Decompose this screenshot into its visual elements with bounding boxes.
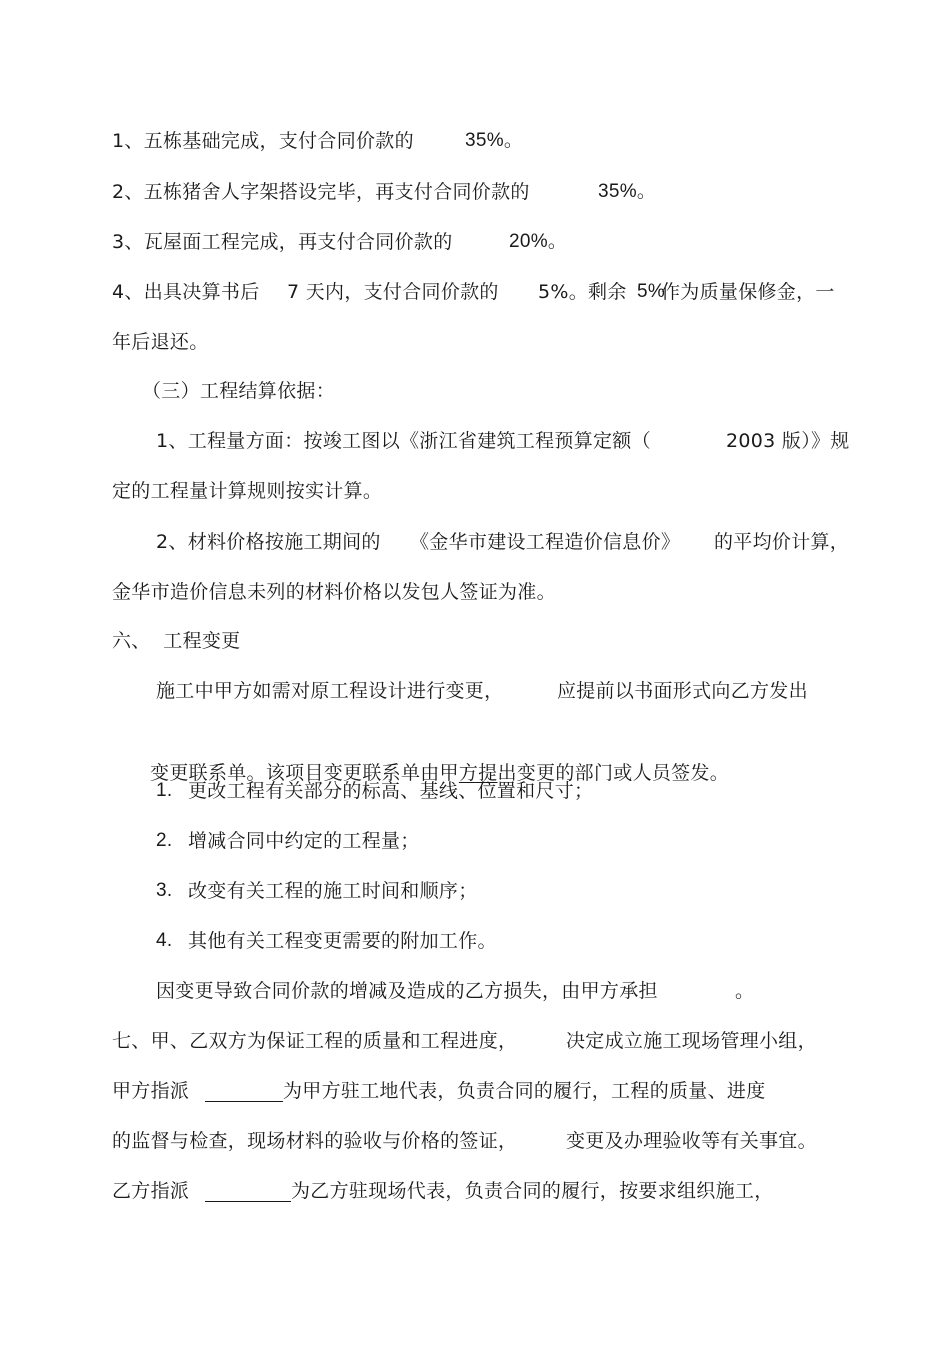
paragraph-text: 变更联系单。该项目变更联系单由甲: [150, 762, 459, 784]
payment-item-percent: 35%。: [598, 181, 657, 202]
item-number: 2.: [156, 830, 173, 851]
paragraph-text: 为乙方驻现场代表，负责合同的履行，按要求组织施工，: [291, 1180, 774, 1202]
paragraph-text: 应提前以书面形式向乙方发出: [557, 680, 808, 702]
item-text: 改变有关工程的施工时间和顺序；: [188, 880, 478, 902]
basis-text: 2、材料价格按施工期间的: [156, 531, 381, 553]
section-3-title: [0, 375, 950, 407]
payment-item-percent: 20%。: [509, 231, 568, 252]
paragraph-end: 。: [735, 980, 755, 1002]
item-number: 3.: [156, 880, 173, 901]
payment-item-text: 2、五栋猪舍人字架搭设完毕，再支付合同价款的: [112, 181, 530, 203]
change-paragraph-cont: [0, 725, 950, 784]
section-6-title: [0, 625, 950, 657]
payment-item-text: 年后退还。: [112, 331, 209, 353]
loss-statement: [0, 975, 950, 1007]
payment-item-text: 1、五栋基础完成，支付合同价款的: [112, 130, 414, 152]
item-number: 1.: [156, 780, 173, 801]
payment-item-text: 作为质量保修金，一: [661, 281, 835, 303]
basis-text: 金华市造价信息未列的材料价格以发包人签证为准。: [112, 581, 556, 603]
item-number: 4.: [156, 930, 173, 951]
paragraph-text: 决定成立施工现场管理小组，: [566, 1030, 817, 1052]
paragraph-text: 的监督与检查，现场材料的验收与价格的签证，: [112, 1130, 518, 1152]
change-item-1: [0, 775, 950, 807]
section-heading: 六、 工程变更: [112, 630, 241, 652]
change-paragraph: [0, 675, 950, 707]
basis-text: 2003 版）》规: [726, 430, 850, 452]
basis-text: 定的工程量计算规则按实计算。: [112, 480, 383, 502]
section-heading: （三）工程结算依据：: [142, 380, 336, 402]
item-text: 增减合同中约定的工程量；: [188, 830, 420, 852]
underlined-text: 方提: [458, 762, 498, 784]
book-title: 《金华市建设工程造价信息价》: [410, 531, 681, 553]
payment-item-text: 3、瓦屋面工程完成，再支付合同价款的: [112, 231, 453, 253]
payment-item-2: [0, 176, 950, 208]
party-b-representative: [0, 1175, 950, 1207]
payment-item-percent: 5%。剩余: [538, 281, 627, 303]
payment-item-percent: 35%。: [465, 130, 524, 151]
payment-item-text: 4、出具决算书后: [112, 281, 260, 303]
section-7-title: [0, 1025, 950, 1057]
payment-item-3: [0, 226, 950, 258]
party-a-name-blank: [205, 1075, 283, 1102]
paragraph-text: 乙方指派: [112, 1180, 190, 1202]
paragraph-text: 为甲方驻工地代表，负责合同的履行，工程的质量、进度: [283, 1080, 766, 1102]
party-b-name-blank: [205, 1175, 291, 1202]
paragraph-text: 出变更的部门或人员签发。: [497, 762, 730, 784]
retention-percent: 5%: [637, 281, 666, 302]
settlement-basis-2: [0, 526, 950, 558]
item-text: 其他有关工程变更需要的附加工作。: [188, 930, 497, 952]
basis-text: 的平均价计算，: [714, 531, 850, 553]
change-item-3: [0, 875, 950, 907]
change-item-2: [0, 825, 950, 857]
paragraph-text: 因变更导致合同价款的增减及造成的乙方损失，由甲方承担: [156, 980, 658, 1002]
change-item-4: [0, 925, 950, 957]
settlement-basis-1: [0, 425, 950, 457]
settlement-basis-1-cont: [0, 475, 950, 507]
settlement-basis-2-cont: [0, 576, 950, 608]
item-text: 更改工程有关部分的标高、基线、位置和尺寸；: [188, 780, 594, 802]
paragraph-text: 施工中甲方如需对原工程设计进行变更，: [156, 680, 504, 702]
payment-item-4-cont: [0, 326, 950, 358]
party-a-representative: [0, 1075, 950, 1107]
paragraph-text: 七、甲、乙双方为保证工程的质量和工程进度，: [112, 1030, 518, 1052]
payment-item-1: [0, 125, 950, 157]
paragraph-text: 甲方指派: [112, 1080, 190, 1102]
payment-item-4: [0, 276, 950, 308]
party-a-duties: [0, 1125, 950, 1157]
paragraph-text: 变更及办理验收等有关事宜。: [566, 1130, 817, 1152]
basis-text: 1、工程量方面：按竣工图以《浙江省建筑工程预算定额（: [156, 430, 651, 452]
payment-item-days: 7 天内，支付合同价款的: [287, 281, 499, 303]
